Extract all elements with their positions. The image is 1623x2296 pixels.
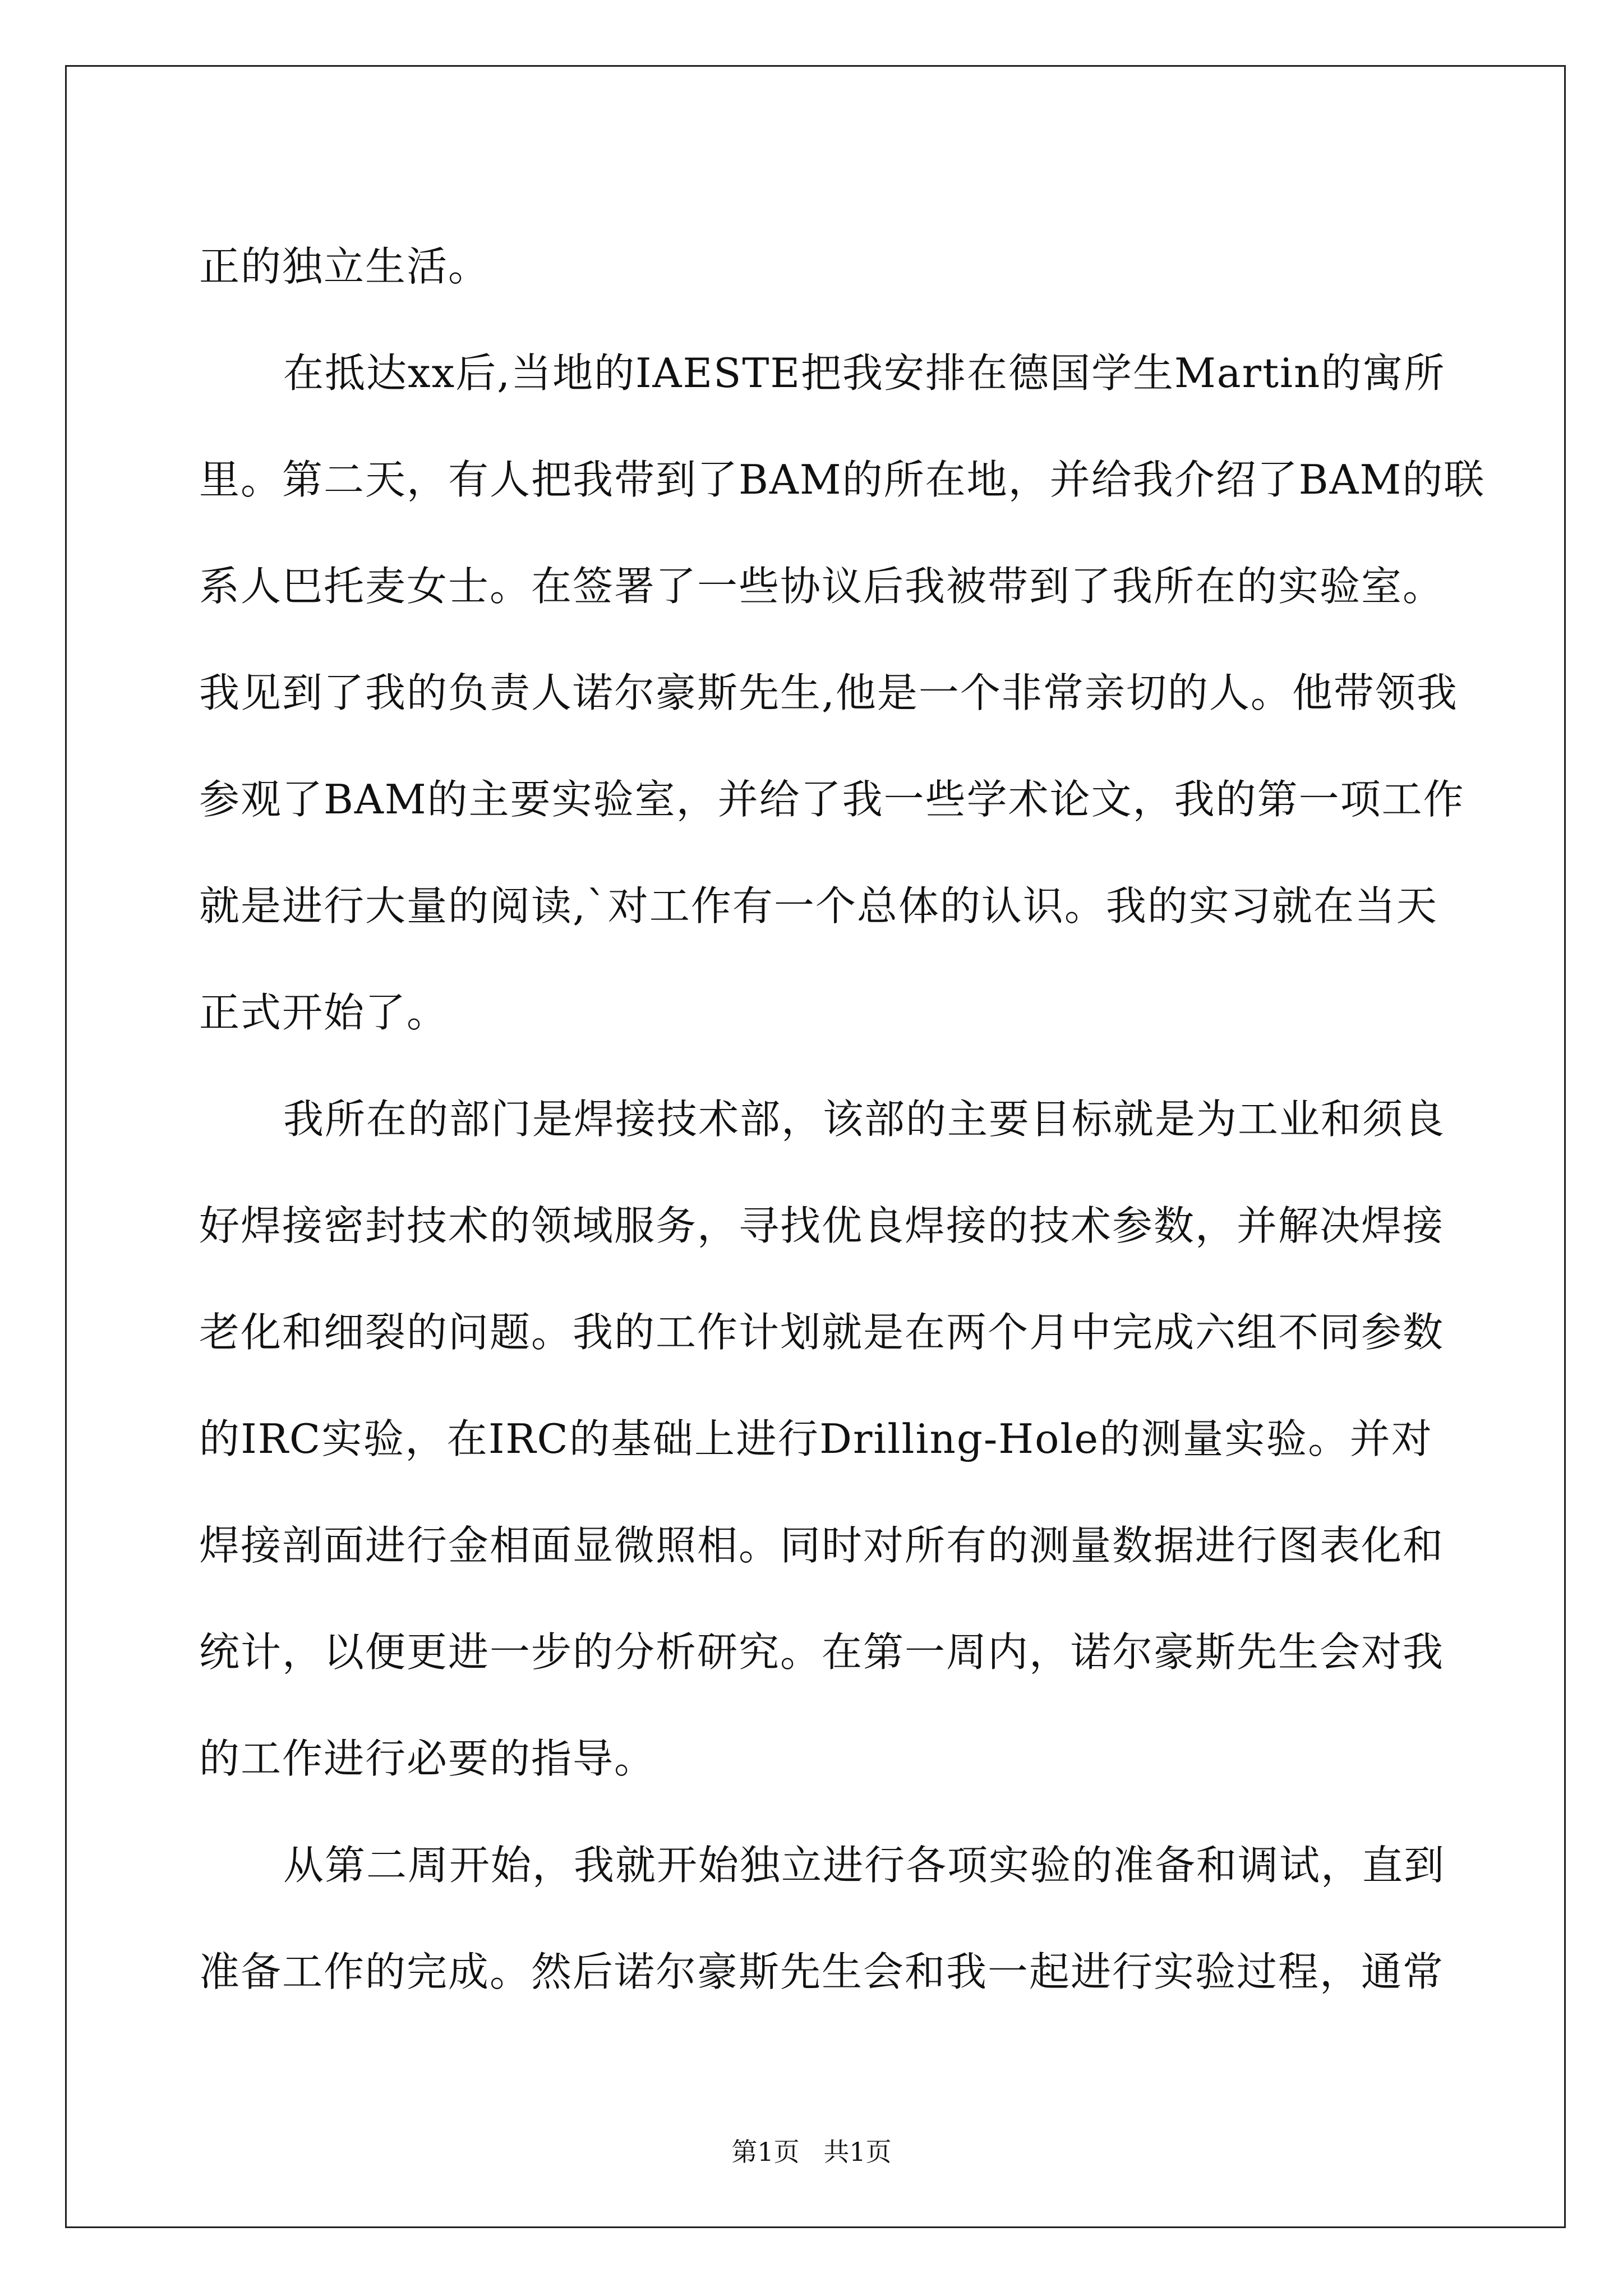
text-line: 我见到了我的负责人诺尔豪斯先生,他是一个非常亲切的人。他带领我 [199, 669, 1458, 716]
text-line: 就是进行大量的阅读,`对工作有一个总体的认识。我的实习就在当天 [199, 882, 1438, 930]
text-line: 在抵达xx后,当地的IAESTE把我安排在德国学生Martin的寓所 [283, 349, 1446, 397]
text-line: 统计，以便更进一步的分析研究。在第一周内，诺尔豪斯先生会对我 [199, 1628, 1445, 1676]
text-line: 正式开始了。 [199, 989, 449, 1036]
page-number: 第1页 [731, 2137, 800, 2167]
text-line: 的IRC实验，在IRC的基础上进行Drilling-Hole的测量实验。并对 [199, 1415, 1433, 1462]
page-footer [0, 2132, 1623, 2169]
text-line: 准备工作的完成。然后诺尔豪斯先生会和我一起进行实验过程，通常 [199, 1948, 1445, 1995]
text-line: 老化和细裂的问题。我的工作计划就是在两个月中完成六组不同参数 [199, 1309, 1445, 1356]
total-pages: 共1页 [823, 2137, 892, 2167]
document-body [199, 213, 1486, 2025]
text-line: 焊接剖面进行金相面显微照相。同时对所有的测量数据进行图表化和 [199, 1522, 1445, 1569]
text-line: 好焊接密封技术的领域服务，寻找优良焊接的技术参数，并解决焊接 [199, 1202, 1445, 1249]
text-line: 我所在的部门是焊接技术部，该部的主要目标就是为工业和须良 [283, 1096, 1446, 1143]
text-line: 参观了BAM的主要实验室，并给了我一些学术论文，我的第一项工作 [199, 776, 1465, 823]
text-line: 从第二周开始，我就开始独立进行各项实验的准备和调试，直到 [283, 1842, 1446, 1889]
text-line: 系人巴托麦女士。在签署了一些协议后我被带到了我所在的实验室。 [199, 563, 1445, 610]
text-line: 里。第二天，有人把我带到了BAM的所在地，并给我介绍了BAM的联 [199, 456, 1486, 503]
text-line: 正的独立生活。 [199, 243, 490, 290]
text-line: 的工作进行必要的指导。 [199, 1735, 656, 1782]
